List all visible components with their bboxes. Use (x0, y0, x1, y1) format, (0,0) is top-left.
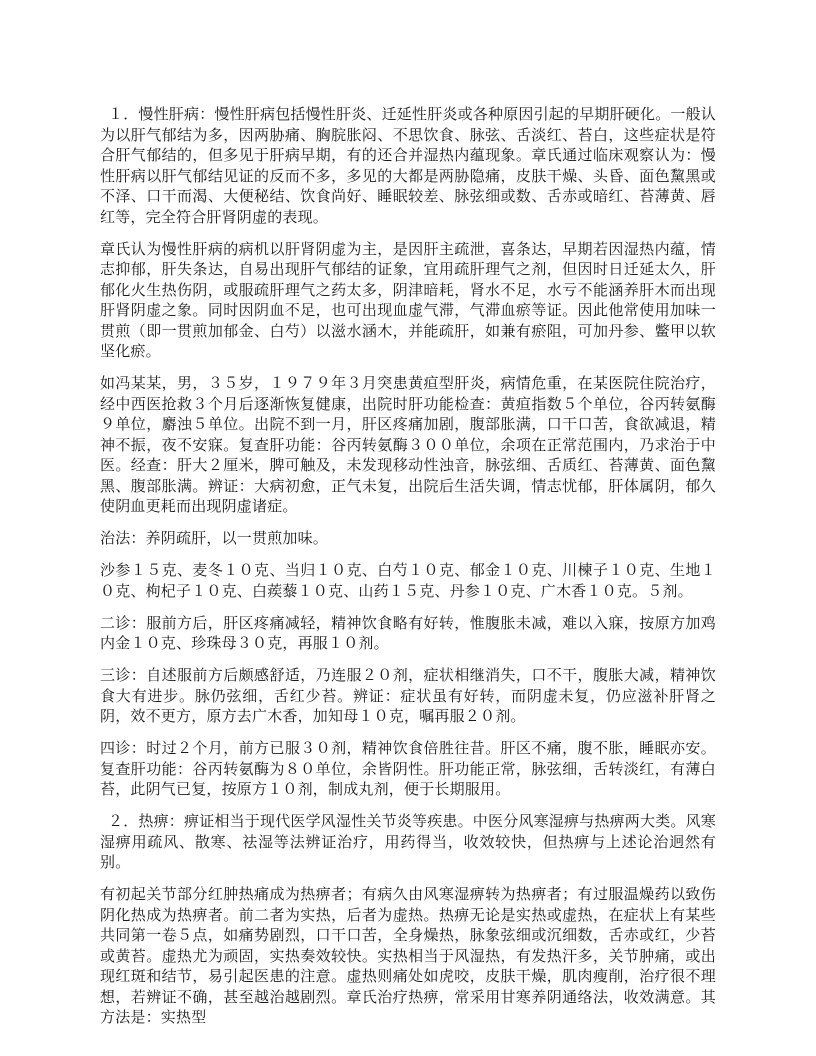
fourth-visit-paragraph: 四诊：时过２个月，前方已服３０剂，精神饮食倍胜往昔。肝区不痛，腹不胀，睡眠亦安。复查肝功能：谷丙转氨酶为８０单位，余皆阴性。肝功能正常，脉弦细，舌转淡红，有薄白苔，此阴气已复，按原方１０剂，制成丸剂，便于长期服用。 (100, 739, 716, 798)
treatment-principle-paragraph: 治法：养阴疏肝，以一贯煎加味。 (100, 529, 329, 547)
case-history-paragraph: 如冯某某，男，３５岁，１９７９年３月突患黄疸型肝炎，病情危重，在某医院住院治疗，经中西医抢救３个月后逐渐恢复健康，出院时肝功能检查：黄疸指数５个单位，谷丙转氨酶９单位，麝浊５单位。出院不到一月，肝区疼痛加剧，腹部胀满，口干口苦，食欲减退，精神不振，夜不安寐。复查肝功能：谷丙转氨酶３００单位，余项在正常范围内，乃求治于中医。经查：肝大２厘米，脾可触及，未发现移动性浊音，脉弦细、舌质红、苔薄黄、面色黧黑、腹部胀满。辨证：大病初愈，正气未复，出院后生活失调，情志忧郁，肝体属阴，郁久使阴血更耗而出现阴虚诸症。 (100, 374, 716, 515)
section-1-chronic-liver-intro-paragraph: １．慢性肝病：慢性肝病包括慢性肝炎、迁延性肝炎或各种原因引起的早期肝硬化。一般认为以肝气郁结为多，因两胁痛、胸脘胀闷、不思饮食、脉弦、舌淡红、苔白，这些症状是符合肝气郁结的，但多见于肝病早期，有的还合并湿热内蕴现象。章氏通过临床观察认为：慢性肝病以肝气郁结见证的反而不多，多见的大都是两胁隐痛，皮肤干燥、头昏、面色黧黑或不泽、口干而渴、大便秘结、饮食尚好、睡眠较差、脉弦细或数、舌赤或暗红、苔薄黄、唇红等，完全符合肝肾阴虚的表现。 (100, 105, 717, 226)
heat-bi-discussion-paragraph: 有初起关节部分红肿热痛成为热痹者；有病久由风寒湿痹转为热痹者；有过服温燥药以致伤阴化热成为热痹者。前二者为实热，后者为虚热。热痹无论是实热或虚热，在症状上有某些共同第一卷５点，如痛势剧烈，口干口苦，全身燥热，脉象弦细或沉细数，舌赤或红，少苔或黄苔。虚热尤为顽固，实热奏效较快。实热相当于风湿热，有发热汗多，关节肿痛，或出现红斑和结节，易引起医患的注意。虚热则痛处如虎咬，皮肤干燥，肌肉瘦削，治疗很不理想，若辨证不确，甚至越治越剧烈。章氏治疗热痹，常采用甘寒养阴通络法，收效满意。其方法是：实热型 (100, 885, 716, 1026)
pathogenesis-paragraph: 章氏认为慢性肝病的病机以肝肾阴虚为主，是因肝主疏泄，喜条达，早期若因湿热内蕴，情志抑郁，肝失条达，自易出现肝气郁结的证象，宜用疏肝理气之剂，但因时日迁延太久，肝郁化火生热伤阴，或服疏肝理气之药太多，阴津暗耗，肾水不足，水亏不能涵养肝木而出现肝肾阴虚之象。同时因阴血不足，也可出现血虚气滞，气滞血瘀等证。因此他常使用加味一贯煎（即一贯煎加郁金、白芍）以滋水涵木，并能疏肝，如兼有瘀阻，可加丹参、鳖甲以软坚化瘀。 (100, 239, 716, 360)
second-visit-paragraph: 二诊：服前方后，肝区疼痛减轻，精神饮食略有好转，惟腹胀未减，难以入寐，按原方加鸡内金１０克、珍珠母３０克，再服１０剂。 (100, 613, 716, 652)
section-2-heat-bi-intro-paragraph: ２．热痹：痹证相当于现代医学风湿性关节炎等疾患。中医分风寒湿痹与热痹两大类。风寒湿痹用疏风、散寒、祛湿等法辨证治疗，用药得当，收效较快，但热痹与上述论治迥然有别。 (100, 812, 717, 871)
prescription-paragraph: 沙参１５克、麦冬１０克、当归１０克、白芍１０克、郁金１０克、川楝子１０克、生地１０克、枸杞子１０克、白蒺藜１０克、山药１５克、丹参１０克、广木香１０克。５剂。 (100, 561, 716, 600)
third-visit-paragraph: 三诊：自述服前方后颇感舒适，乃连服２０剂，症状相继消失，口不干，腹胀大减，精神饮食大有进步。脉仍弦细，舌红少苔。辨证：症状虽有好转，而阴虚未复，仍应滋补肝肾之阴，效不更方，原方去广木香，加知母１０克，嘱再服２０剂。 (100, 666, 716, 725)
